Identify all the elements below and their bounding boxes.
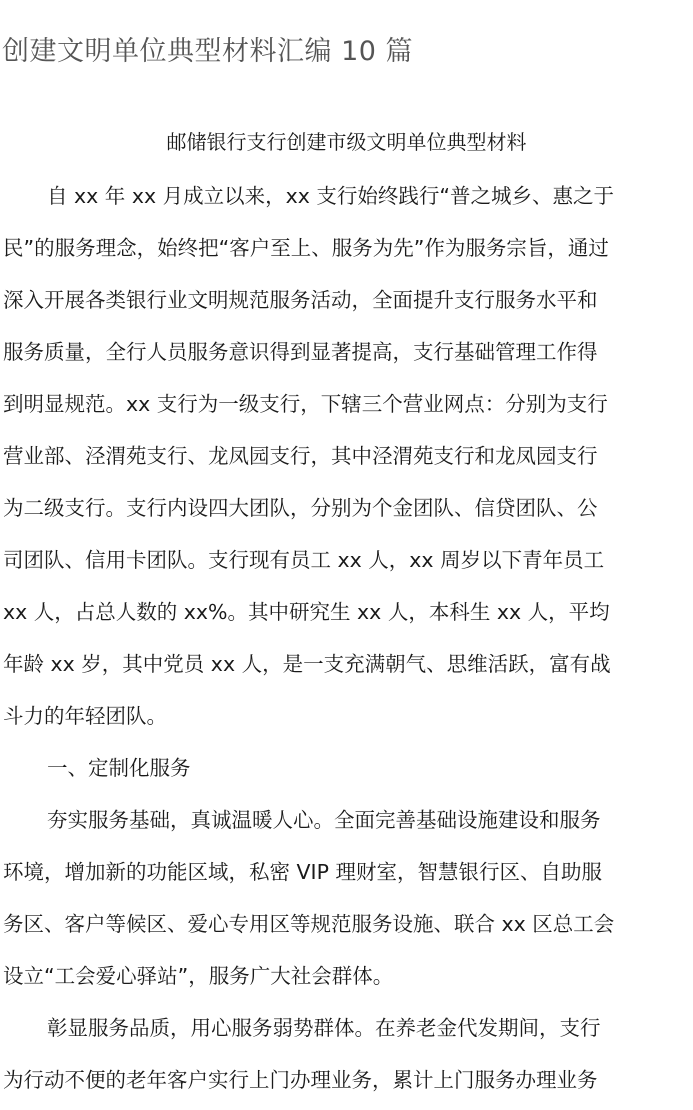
section-title: 邮储银行支行创建市级文明单位典型材料 [166,130,527,154]
text-line: 彰显服务品质，用心服务弱势群体。在养老金代发期间，支行 [47,1016,601,1040]
document-title: 创建文明单位典型材料汇编 10 篇 [2,36,414,67]
heading-customized-service: 一、定制化服务 [47,756,191,780]
text-line: 斗力的年轻团队。 [3,704,167,728]
text-line: 深入开展各类银行业文明规范服务活动，全面提升支行服务水平和 [3,288,598,312]
text-line: 服务质量，全行人员服务意识得到显著提高，支行基础管理工作得 [3,340,598,364]
text-line: 到明显规范。xx 支行为一级支行，下辖三个营业网点：分别为支行 [3,392,608,416]
text-line: 民”的服务理念，始终把“客户至上、服务为先”作为服务宗旨，通过 [3,236,609,260]
text-line: 夯实服务基础，真诚温暖人心。全面完善基础设施建设和服务 [47,808,601,832]
text-line: 司团队、信用卡团队。支行现有员工 xx 人，xx 周岁以下青年员工 [3,548,605,572]
text-line: 年龄 xx 岁，其中党员 xx 人，是一支充满朝气、思维活跃，富有战 [3,652,611,676]
text-line: 务区、客户等候区、爱心专用区等规范服务设施、联合 xx 区总工会 [3,912,615,936]
text-line: 自 xx 年 xx 月成立以来，xx 支行始终践行“普之城乡、惠之于 [47,184,614,208]
text-line: xx 人，占总人数的 xx%。其中研究生 xx 人，本科生 xx 人，平均 [3,600,610,624]
text-line: 为二级支行。支行内设四大团队，分别为个金团队、信贷团队、公 [3,496,598,520]
text-line: 设立“工会爱心驿站”，服务广大社会群体。 [3,964,394,988]
text-line: 营业部、泾渭苑支行、龙凤园支行，其中泾渭苑支行和龙凤园支行 [3,444,598,468]
text-line: 环境，增加新的功能区域，私密 VIP 理财室，智慧银行区、自助服 [3,860,602,884]
text-line: 为行动不便的老年客户实行上门办理业务，累计上门服务办理业务 [3,1068,598,1092]
body-text [3,174,693,1110]
